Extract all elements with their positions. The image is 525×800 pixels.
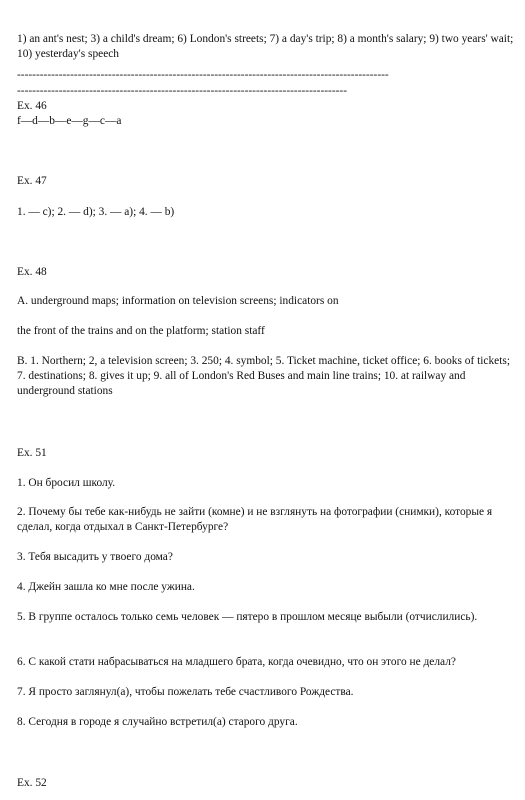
ex46-heading: Ex. 46 bbox=[17, 100, 47, 112]
ex51-item-4: 4. Джейн зашла ко мне после ужина. bbox=[17, 581, 195, 593]
ex51-item-2: 2. Почему бы тебе как-нибудь не зайти (комне) и не взглянуть на фотографии (снимки), которые я сделал, когда отдыхал в Санкт-Петербурге? bbox=[17, 506, 493, 533]
ex48-part-a-line-2: the front of the trains and on the platform; station staff bbox=[17, 325, 265, 337]
ex47-answer: 1. — c); 2. — d); 3. — a); 4. — b) bbox=[17, 206, 175, 218]
separator-line-2: --------------------------------------------------------------------------------------- bbox=[17, 85, 348, 97]
ex51-heading: Ex. 51 bbox=[17, 447, 47, 459]
possessives-answers: 1) an ant's nest; 3) a child's dream; 6) London's streets; 7) a day's trip; 8) a month's salary; 9) two years' wait; 10) yesterday's speech bbox=[17, 33, 514, 60]
ex48-heading: Ex. 48 bbox=[17, 266, 47, 278]
ex51-item-7: 7. Я просто заглянул(а), чтобы пожелать тебе счастливого Рождества. bbox=[17, 686, 354, 698]
separator-line-1: -------------------------------------------------------------------------------------------------- bbox=[17, 69, 389, 81]
ex47-heading: Ex. 47 bbox=[17, 175, 47, 187]
ex46-answer: f—d—b—e—g—c—a bbox=[17, 115, 122, 127]
ex51-item-1: 1. Он бросил школу. bbox=[17, 477, 116, 489]
ex51-item-5: 5. В группе осталось только семь человек — пятеро в прошлом месяце выбыли (отчислились). bbox=[17, 611, 478, 623]
ex51-item-6: 6. С какой стати набрасываться на младшего брата, когда очевидно, что он этого не делал? bbox=[17, 656, 456, 668]
ex51-item-3: 3. Тебя высадить у твоего дома? bbox=[17, 551, 173, 563]
ex48-part-b: B. 1. Northern; 2, a television screen; 3. 250; 4. symbol; 5. Ticket machine, ticket office; 6. books of tickets; 7. destinations; 8. gives it up; 9. all of London's Red Buses and main line trains; 10. at railway and underground stations bbox=[17, 355, 510, 397]
ex52-heading: Ex. 52 bbox=[17, 777, 47, 789]
ex51-item-8: 8. Сегодня в городе я случайно встретил(а) старого друга. bbox=[17, 716, 298, 728]
ex48-part-a-line-1: A. underground maps; information on television screens; indicators on bbox=[17, 295, 339, 307]
